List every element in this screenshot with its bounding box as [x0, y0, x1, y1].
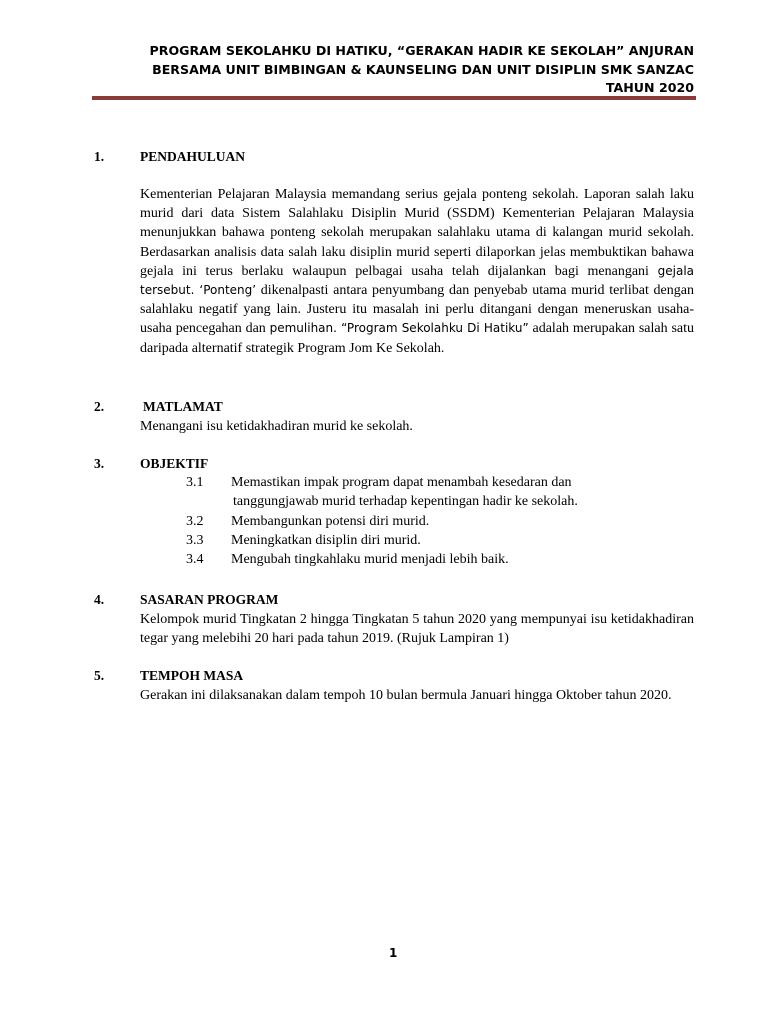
pendahuluan-text-4: pemulihan. “Program Sekolahku Di Hatiku” [269, 321, 529, 336]
document-header [92, 42, 694, 98]
pendahuluan-text-5: adalah merupakan salah satu daripada alternatif strategik Program Jom Ke Sekolah. [140, 321, 694, 356]
objective-2-text: Membangunkan potensi diri murid. [231, 514, 430, 529]
objective-1-number: 3.1 [186, 475, 204, 490]
section-5-title: TEMPOH MASA [140, 668, 244, 683]
objective-1-text: Memastikan impak program dapat menambah kesedaran dan [231, 475, 572, 490]
section-4-number: 4. [94, 592, 105, 607]
header-rule [92, 96, 696, 100]
pendahuluan-text-2: gejala tersebut. ‘Ponteng’ [140, 263, 694, 298]
section-2-title: MATLAMAT [143, 399, 223, 414]
objective-3-number: 3.3 [186, 533, 204, 548]
objective-3-text: Meningkatkan disiplin diri murid. [231, 533, 421, 548]
section-2-number: 2. [94, 399, 105, 414]
header-line-2: BERSAMA UNIT BIMBINGAN & KAUNSELING DAN UNIT DISIPLIN SMK SANZAC [152, 61, 694, 77]
header-line-1: PROGRAM SEKOLAHKU DI HATIKU, “GERAKAN HADIR KE SEKOLAH” ANJURAN [149, 43, 694, 58]
pendahuluan-paragraph [140, 185, 694, 358]
objective-4-number: 3.4 [186, 552, 204, 567]
section-3-title: OBJEKTIF [140, 456, 209, 471]
section-1-title: PENDAHULUAN [140, 149, 246, 164]
pendahuluan-text-1: Kementerian Pelajaran Malaysia memandang serius gejala ponteng sekolah. Laporan salah laku murid dari data Sistem Salahlaku Disiplin Murid (SSDM) Kementerian Pelajaran Malaysia menunjukkan bahawa ponteng sekolah merupakan salahlaku utama di kalangan murid sekolah. Berdasarkan analisis data salah laku disiplin murid seperti dilaporkan jelas membuktikan bahawa gejala ini terus berlaku walaupun pelbagai usaha telah dijalankan bagi menangani [140, 187, 694, 279]
objective-2-number: 3.2 [186, 514, 204, 529]
objective-4-text: Mengubah tingkahlaku murid menjadi lebih baik. [231, 552, 509, 567]
objective-1-text-cont: tanggungjawab murid terhadap kepentingan hadir ke sekolah. [233, 494, 578, 509]
section-5-number: 5. [94, 668, 105, 683]
page-number: 1 [389, 946, 398, 960]
pendahuluan-text-3: dikenalpasti antara penyumbang dan penyebab utama murid terlibat dengan salahlaku negatif yang lain. Justeru itu masalah ini perlu ditangani dengan meneruskan usaha-usaha pencegahan dan [140, 283, 694, 337]
sasaran-text: Kelompok murid Tingkatan 2 hingga Tingkatan 5 tahun 2020 yang mempunyai isu ketidakhadiran tegar yang melebihi 20 hari pada tahun 2019. (Rujuk Lampiran 1) [140, 612, 694, 647]
tempoh-text: Gerakan ini dilaksanakan dalam tempoh 10 bulan bermula Januari hingga Oktober tahun 2020. [140, 688, 672, 703]
section-3-number: 3. [94, 456, 105, 471]
header-line-3: TAHUN 2020 [605, 80, 694, 95]
section-4-title: SASARAN PROGRAM [140, 592, 279, 607]
matlamat-text: Menangani isu ketidakhadiran murid ke sekolah. [140, 419, 413, 434]
section-1-number: 1. [94, 149, 105, 164]
